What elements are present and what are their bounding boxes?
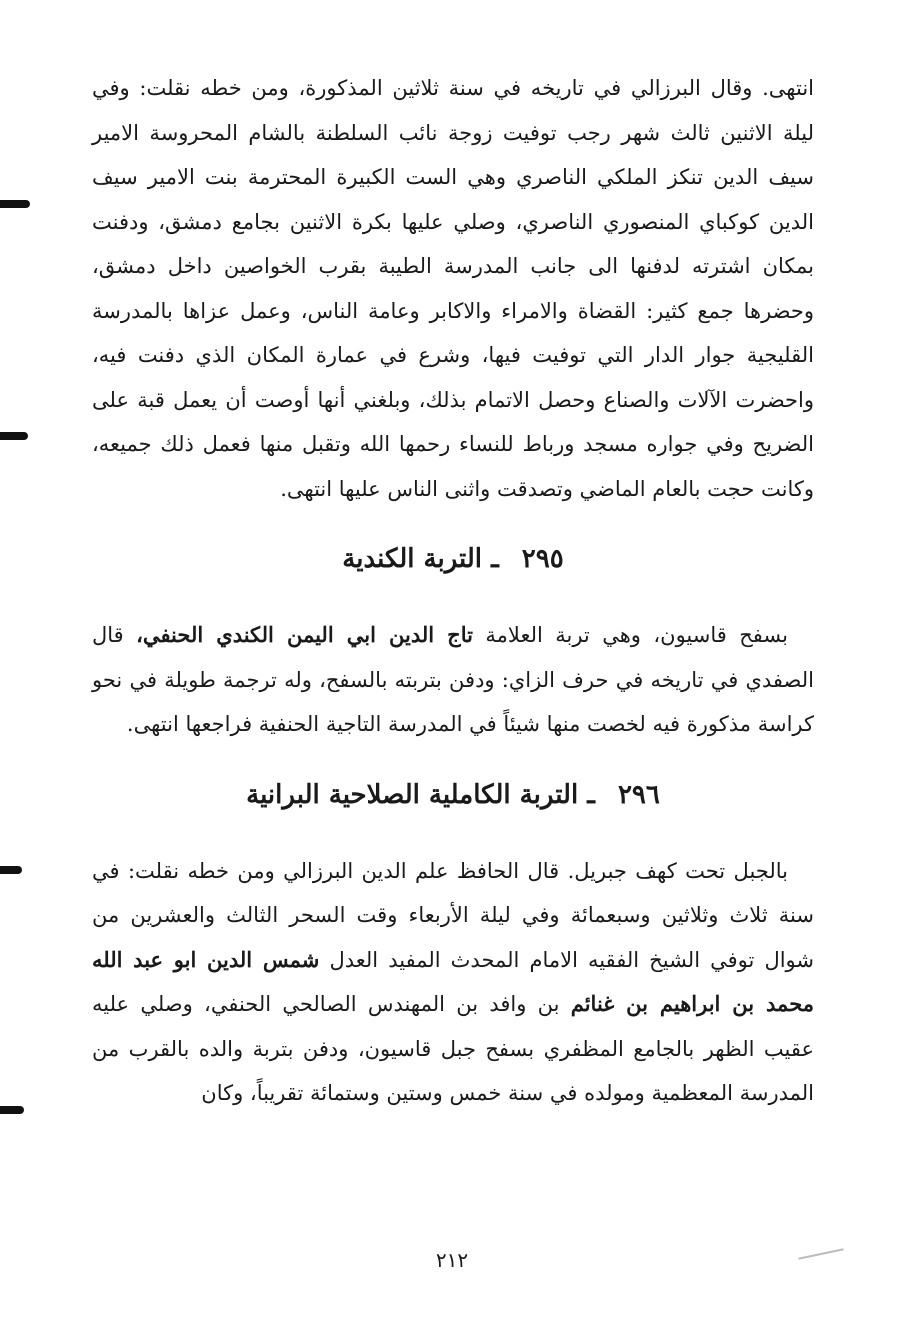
section-296-heading: [92, 765, 814, 825]
section-295-text-b: قال الصفدي في تاريخه في حرف الزاي: ودفن بتربته بالسفح، وله ترجمة طويلة في نحو كراسة مذكورة فيه لخصت منها شيئاً في المدرسة التاجية الحنفية فراجعها انتهى.: [92, 623, 814, 736]
section-295-number: ٢٩٥: [521, 544, 564, 574]
scan-margin-mark: [0, 1106, 24, 1114]
section-295-name: تاج الدين ابي اليمن الكندي الحنفي،: [136, 622, 473, 647]
section-296-name: شمس الدين ابو عبد الله محمد بن ابراهيم بن غنائم: [92, 946, 814, 1016]
section-296-number: ٢٩٦: [617, 779, 660, 810]
section-295-title: التربة الكندية: [342, 544, 483, 574]
section-295-dash: ـ: [491, 544, 499, 574]
paragraph-intro: انتهى. وقال البرزالي في تاريخه في سنة ثلاثين المذكورة، ومن خطه نقلت: وفي ليلة الاثنين ثالث شهر رجب توفيت زوجة نائب السلطنة بالشام المحروسة الامير سيف الدين تنكز الملكي الناصري وهي الست الكبيرة المحترمة بنت الامير سيف الدين كوكباي المنصوري الناصري، وصلي عليها بكرة الاثنين بجامع دمشق، ودفنت بمكان اشترته لدفنها الى جانب المدرسة الطيبة بقرب الخواصين داخل دمشق، وحضرها جمع كثير: القضاة والامراء والاكابر وعامة الناس، وعمل عزاها بالمدرسة القليجية جوار الدار التي توفيت فيها، وشرع في عمارة المكان الذي دفنت فيه، واحضرت الآلات والصناع وحصل الاتمام بذلك، وبلغني أنها أوصت أن يعمل قبة على الضريح وفي جواره مسجد ورباط للنساء رحمها الله وتقبل منها فعمل ذلك جميعه، وكانت حجت بالعام الماضي وتصدقت واثنى الناس عليها انتهى.: [92, 76, 814, 501]
page-body: [92, 66, 814, 1116]
section-296-text-a: بالجبل تحت كهف جبريل. قال الحافظ علم الدين البرزالي ومن خطه نقلت: في سنة ثلاث وثلاثين وسبعمائة وفي ليلة الأربعاء وقت السحر الثالث والعشرين من شوال توفي الشيخ الفقيه الامام المحدث المفيد العدل: [92, 858, 814, 972]
section-296-title: التربة الكاملية الصلاحية البرانية: [246, 779, 579, 810]
scan-margin-mark: [0, 432, 28, 440]
scan-margin-mark: [0, 866, 22, 874]
scan-margin-mark: [0, 200, 30, 208]
section-296-paragraph: [92, 849, 814, 1116]
section-295-paragraph: [92, 613, 814, 747]
section-296-text-b: بن وافد بن المهندس الصالحي الحنفي، وصلي عليه عقيب الظهر بالجامع المظفري بسفح جبل قاسيون، ودفن بتربة والده بالقرب من المدرسة المعظمية ومولده في سنة خمس وستين وستمائة تقريباً، وكان: [92, 992, 814, 1105]
page-number: ٢١٢: [435, 1248, 469, 1272]
section-296-dash: ـ: [587, 779, 595, 810]
section-295-text-a: بسفح قاسيون، وهي تربة العلامة: [485, 623, 788, 647]
section-295-heading: [92, 529, 814, 589]
